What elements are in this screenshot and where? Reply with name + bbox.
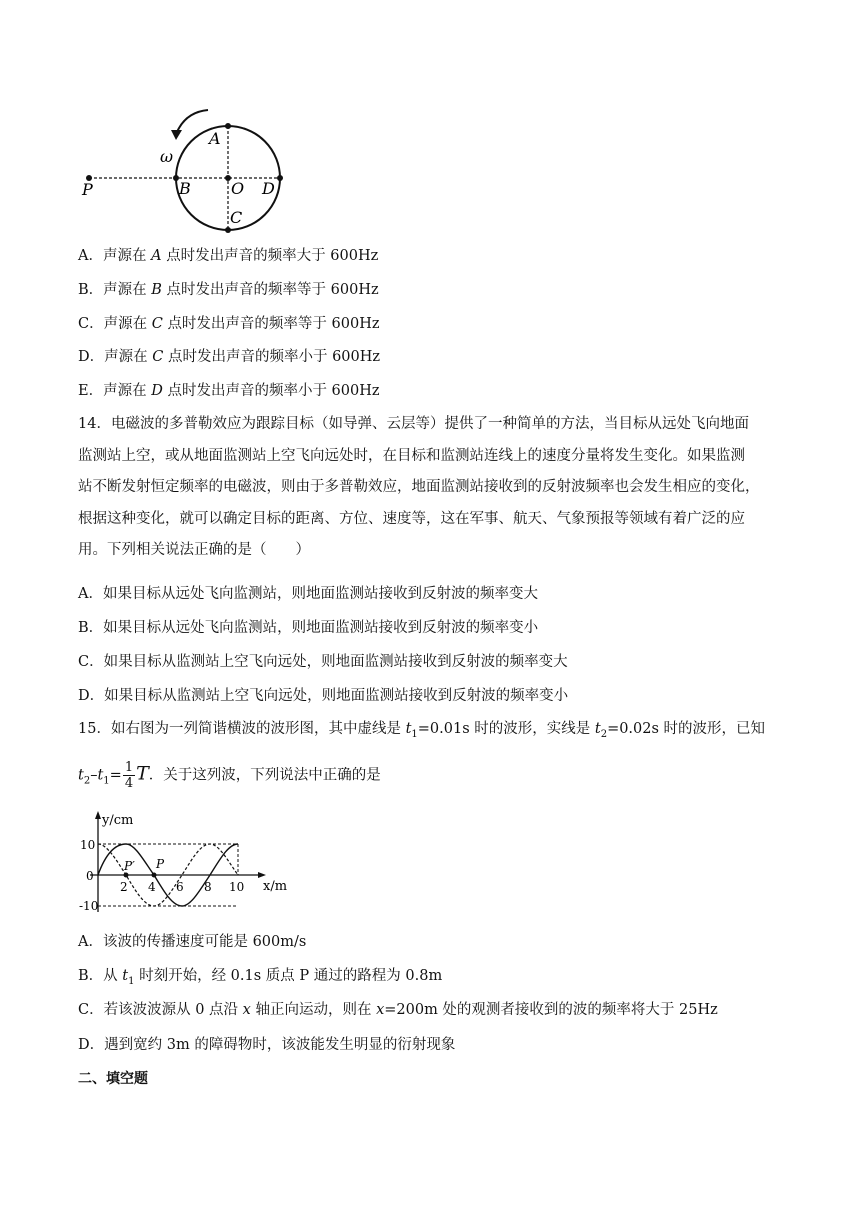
xtick-2: 2 bbox=[120, 880, 128, 894]
dot-a bbox=[225, 123, 231, 129]
section-heading: 二、填空题 bbox=[78, 1071, 148, 1087]
option-text: 轴正向运动，则在 bbox=[250, 1002, 377, 1018]
fraction-denominator: 4 bbox=[124, 776, 134, 791]
q14-stem bbox=[78, 414, 790, 572]
option-text: C．若该波波源从 0 点沿 bbox=[78, 1002, 243, 1018]
option-point: A bbox=[151, 248, 162, 264]
label-c: C bbox=[230, 208, 243, 227]
q15-stem-line-2 bbox=[78, 760, 381, 794]
label-d: D bbox=[262, 179, 275, 198]
var-x: x bbox=[242, 1002, 251, 1018]
xtick-6: 6 bbox=[176, 880, 184, 894]
ytick-10: 10 bbox=[80, 838, 96, 852]
option-text: 点时发出声音的频率大于 600Hz bbox=[166, 248, 379, 264]
option-text: 时刻开始，经 0.1s 质点 P 通过的路程为 0.8m bbox=[134, 968, 443, 984]
q15-option-a: A．该波的传播速度可能是 600m/s bbox=[78, 934, 307, 950]
q15-option-d: D．遇到宽约 3m 的障碍物时，该波能发生明显的衍射现象 bbox=[78, 1037, 456, 1053]
x-axis-arrow-icon bbox=[258, 872, 266, 878]
var-t: t bbox=[78, 767, 84, 784]
option-text: C．声源在 bbox=[78, 316, 148, 332]
subscript: 1 bbox=[128, 975, 135, 987]
var-t: t bbox=[594, 721, 601, 737]
option-point: B bbox=[151, 282, 162, 298]
q13-option-e bbox=[78, 381, 380, 401]
q14-option-d: D．如果目标从监测站上空飞向远处，则地面监测站接收到反射波的频率变小 bbox=[78, 688, 569, 704]
stem-text: =0.01s 时的波形，实线是 bbox=[417, 721, 595, 737]
subscript: 1 bbox=[103, 775, 110, 787]
xtick-8: 8 bbox=[204, 880, 212, 894]
q14-option-c: C．如果目标从监测站上空飞向远处，则地面监测站接收到反射波的频率变大 bbox=[78, 654, 568, 670]
option-point: C bbox=[151, 316, 163, 332]
x-axis-label: x/m bbox=[263, 879, 288, 894]
stem-text: 15．如右图为一列简谐横波的波形图，其中虚线是 bbox=[78, 721, 406, 737]
q14-line-1: 14．电磁波的多普勒效应为跟踪目标（如导弹、云层等）提供了一种简单的方法，当目标从远处飞向地面 bbox=[78, 416, 749, 432]
label-p: P bbox=[82, 180, 93, 199]
q14-line-3: 站不断发射恒定频率的电磁波，则由于多普勒效应，地面监测站接收到的反射波频率也会发生相应的变化， bbox=[78, 479, 760, 495]
var-x: x bbox=[376, 1002, 385, 1018]
y-axis-arrow-icon bbox=[95, 811, 101, 819]
y-axis-label: y/cm bbox=[102, 813, 134, 828]
fraction bbox=[123, 760, 135, 791]
var-t: t bbox=[122, 968, 129, 984]
q15-option-b bbox=[78, 966, 442, 992]
q14-line-5: 用。下列相关说法正确的是（ ） bbox=[78, 542, 310, 558]
xtick-4: 4 bbox=[148, 880, 156, 894]
option-text: B．声源在 bbox=[78, 282, 147, 298]
option-point: D bbox=[151, 383, 163, 399]
q14-line-4: 根据这种变化，就可以确定目标的距离、方位、速度等，这在军事、航天、气象预报等领域有着广泛的应 bbox=[78, 510, 745, 527]
label-omega: ω bbox=[160, 147, 174, 166]
period-symbol: T bbox=[136, 762, 149, 785]
point-p bbox=[152, 873, 157, 878]
option-text: E．声源在 bbox=[78, 383, 147, 399]
q13-option-b bbox=[78, 280, 379, 300]
option-text: 点时发出声音的频率等于 600Hz bbox=[167, 316, 380, 332]
label-p-point: P bbox=[156, 857, 165, 871]
subscript: 1 bbox=[411, 728, 418, 740]
q15-option-c bbox=[78, 1000, 718, 1020]
circle-figure bbox=[78, 104, 308, 239]
q14-option-b: B．如果目标从远处飞向监测站，则地面监测站接收到反射波的频率变小 bbox=[78, 620, 539, 636]
var-t: t bbox=[405, 721, 412, 737]
arrow-head-icon bbox=[171, 130, 182, 140]
option-text: B．从 bbox=[78, 968, 123, 984]
q13-option-a bbox=[78, 246, 378, 266]
dot-c bbox=[225, 227, 231, 233]
equals-sign: = bbox=[109, 767, 122, 784]
stem-text: =0.02s 时的波形，已知 bbox=[607, 721, 766, 737]
ytick-0: 0 bbox=[86, 869, 94, 883]
option-text: 点时发出声音的频率等于 600Hz bbox=[166, 282, 379, 298]
xtick-10: 10 bbox=[229, 880, 245, 894]
option-text: A．声源在 bbox=[78, 248, 147, 264]
label-p-prime: P′ bbox=[124, 859, 135, 873]
q13-option-d bbox=[78, 347, 380, 367]
stem-text: ．关于这列波，下列说法中正确的是 bbox=[148, 767, 381, 784]
wave-figure bbox=[78, 806, 298, 916]
q14-line-2: 监测站上空，或从地面监测站上空飞向远处时，在目标和监测站连线上的速度分量将发生变化。如果监测 bbox=[78, 447, 745, 464]
q13-option-c bbox=[78, 314, 380, 334]
point-p-prime bbox=[124, 873, 129, 878]
ytick-neg10: -10 bbox=[79, 899, 99, 913]
rotation-arrow-icon bbox=[177, 110, 208, 132]
label-a: A bbox=[209, 129, 221, 148]
label-b: B bbox=[179, 179, 191, 198]
option-text: 点时发出声音的频率小于 600Hz bbox=[167, 383, 380, 399]
var-t: t bbox=[97, 767, 104, 784]
option-point: C bbox=[152, 349, 164, 365]
option-text: =200m 处的观测者接收到的波的频率将大于 25Hz bbox=[384, 1002, 718, 1018]
minus-sign: – bbox=[90, 767, 98, 784]
dot-d bbox=[277, 175, 283, 181]
label-o: O bbox=[231, 179, 245, 198]
fraction-numerator: 1 bbox=[124, 760, 134, 775]
subscript: 2 bbox=[600, 728, 608, 740]
q15-stem-line-1 bbox=[78, 719, 765, 745]
option-text: D．声源在 bbox=[78, 349, 148, 365]
option-text: 点时发出声音的频率小于 600Hz bbox=[167, 349, 381, 365]
q14-option-a: A．如果目标从远处飞向监测站，则地面监测站接收到反射波的频率变大 bbox=[78, 586, 538, 602]
subscript: 2 bbox=[83, 775, 91, 787]
